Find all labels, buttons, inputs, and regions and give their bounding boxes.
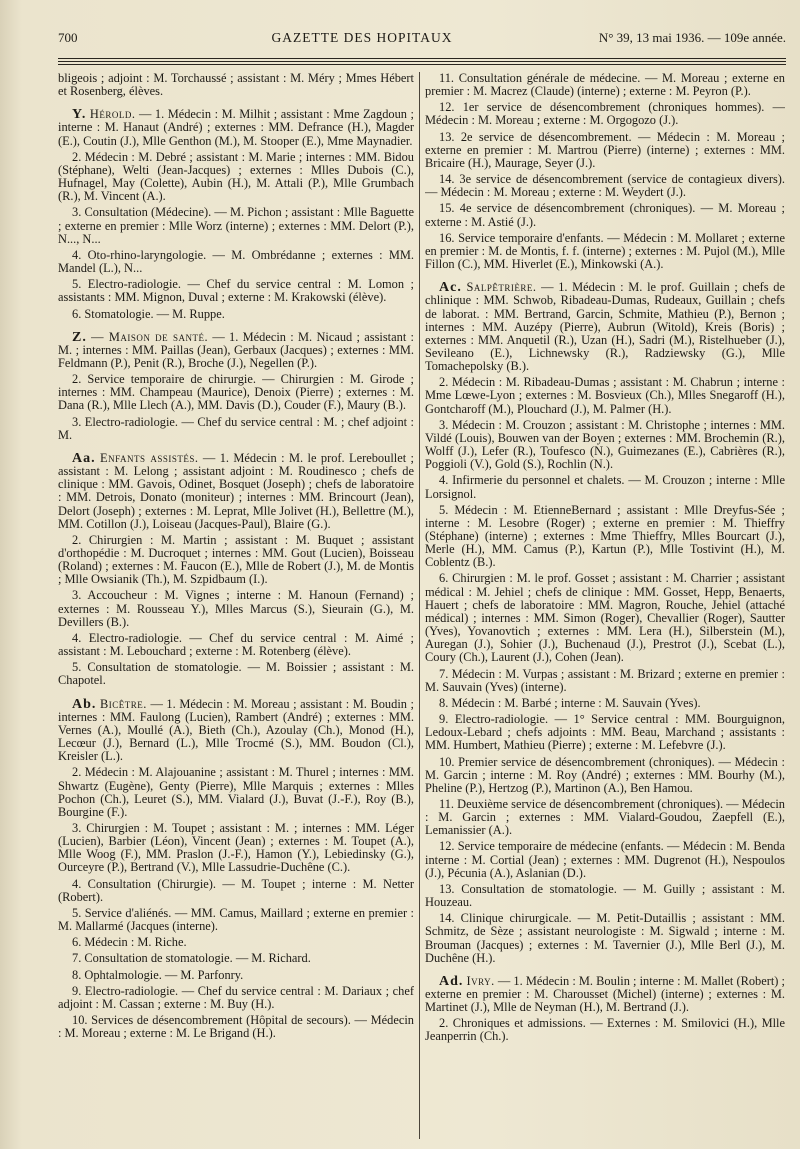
hospital-name: Enfants assistés. <box>100 450 199 465</box>
hospital-name: Bicêtre. <box>100 696 147 711</box>
header-rule <box>58 58 786 59</box>
service-paragraph <box>58 969 414 982</box>
paragraph-text: 5. Médecin : M. EtienneBernard ; assistant : Mlle Dreyfus-Sée ; interne : M. Lesobre (Roger) ; externe en premier : M. Thieffry (Stéphane) (interne) ; externes : Mme Thieffry, Mlles Bourcart (J.), Merle (H.), MM. Camus (P.), Kartun (P.), Mlle Tostivint (H.), M. Coblentz (B.). <box>425 502 785 570</box>
right-column <box>425 72 785 1141</box>
paragraph-text: 2. Service temporaire de chirurgie. — Chirurgien : M. Girode ; internes : MM. Champeau (Maurice), Denoix (Pierre) ; externes : M. Dana (R.), Mlle Llech (A.), MM. Davis (D.), Couder (F.), Maury (B.). <box>58 372 414 413</box>
service-paragraph <box>425 912 785 965</box>
service-paragraph <box>58 661 414 687</box>
service-paragraph <box>425 419 785 472</box>
paragraph-text: 12. Service temporaire de médecine (enfants. — Médecin : M. Benda interne : M. Cortial (Jean) ; externes : MM. Dugrenot (H.), Nespoulos (J.), Pécunia (A.), Aslanian (D.). <box>425 839 785 880</box>
paragraph-text: 2. Médecin : M. Debré ; assistant : M. Marie ; internes : MM. Bidou (Stéphane), Welti (Jean-Jacques) ; externes : Mlles Dubois (C.), Hufnagel, May (Colette), Aubin (H.), M. Attali (P.), Mlle Grumbach (R.), M. Vincent (A.). <box>58 149 414 204</box>
paragraph-text: 9. Electro-radiologie. — 1° Service central : MM. Bourguignon, Ledoux-Lebard ; chefs adjoints : MM. Beau, Marchand ; assistants : MM. Humbert, Mathieu (Pierre) ; externe : M. Lefebvre (J.). <box>425 712 785 753</box>
service-paragraph <box>58 589 414 628</box>
paragraph-text: 9. Electro-radiologie. — Chef du service central : M. Dariaux ; chef adjoint : M. Cassan ; externe : M. Buy (H.). <box>58 983 414 1011</box>
section-code: Z. <box>72 329 87 345</box>
section-heading-paragraph <box>58 698 414 764</box>
header-rule <box>58 61 786 62</box>
service-paragraph <box>425 376 785 415</box>
paragraph-text: 4. Oto-rhino-laryngologie. — M. Ombrédanne ; externes : MM. Mandel (L.), N... <box>58 247 414 276</box>
paragraph-text: — 1. Médecin : M. le prof. Lereboullet ; assistant : M. Lelong ; assistant adjoint : M. Roudinesco ; chefs de clinique : MM. Gavois, Odinet, Bosquet (Joseph) ; chefs de laboratoire : MM. Detrois, Donato (moniteur) ; internes : MM. Brincourt (Jean), Delort (Joseph) ; externes : M. Leprat, Mlle Jolivet (H.), Bellettre (M.), MM. Cotillon (J.), Loiseau (Jacques-Paul), Blaire (G.). <box>58 450 414 531</box>
service-paragraph <box>58 632 414 658</box>
paragraph-text: 5. Service d'aliénés. — MM. Camus, Maillard ; externe en premier : M. Mallarmé (Jacques (interne). <box>58 905 414 934</box>
paragraph-text: 3. Accoucheur : M. Vignes ; interne : M. Hanoun (Fernand) ; externes : M. Rousseau Y.), Mlles Marcus (S.), Sieurain (G.), M. Devillers (B.). <box>58 588 414 629</box>
service-paragraph <box>425 668 785 694</box>
column-divider <box>419 72 420 1139</box>
service-paragraph <box>425 572 785 664</box>
service-paragraph <box>425 232 785 271</box>
paragraph-text: bligeois ; adjoint : M. Torchaussé ; assistant : M. Méry ; Mmes Hébert et Rosenberg, élèves. <box>58 72 414 99</box>
service-paragraph <box>58 278 414 304</box>
page-number: 700 <box>58 30 78 45</box>
service-paragraph <box>425 101 785 127</box>
service-paragraph <box>58 766 414 819</box>
paragraph-text: — 1. Médecin : M. Milhit ; assistant : Mme Zagdoun ; interne : M. Hanaut (André) ; externes : MM. Defrance (H.), Magder (E.), Coutin (J.), Mlle Genthon (M.), M. Stooper (E.), Mme Maynadier. <box>58 107 414 148</box>
paragraph-text: — 1. Médecin : M. Boulin ; interne : M. Mallet (Robert) ; externe en premier : M. Charousset (Michel) (interne) ; externes : M. Martinet (J.), Mlle de Neyman (H.), M. Bertrand (J.). <box>425 973 785 1015</box>
paragraph-text: 7. Médecin : M. Vurpas ; assistant : M. Brizard ; externe en premier : M. Sauvain (Yves) (interne). <box>425 666 785 694</box>
paragraph-text: 13. 2e service de désencombrement. — Médecin : M. Moreau ; externe en premier : M. Martrou (Pierre) (interne) ; externes : MM. Bricaire (H.), Maurage, Seyer (J.). <box>425 129 785 170</box>
section-code: Ad. <box>439 973 464 989</box>
service-paragraph <box>425 1017 785 1043</box>
service-paragraph <box>425 72 785 98</box>
service-paragraph <box>58 72 414 98</box>
service-paragraph <box>425 840 785 879</box>
paragraph-text: 3. Electro-radiologie. — Chef du service central : M. ; chef adjoint : M. <box>58 414 414 442</box>
paragraph-text: 2. Médecin : M. Ribadeau-Dumas ; assistant : M. Chabrun ; interne : Mme Lœwe-Lyon ; externes : M. Bosvieux (Ch.), Mlles Snegaroff (H.), Gontcharoff (M.), Plouchard (J.), M. Palmer (H.). <box>425 375 785 416</box>
hospital-name: Hérold. <box>89 107 136 122</box>
service-paragraph <box>58 534 414 587</box>
service-paragraph <box>58 907 414 933</box>
service-paragraph <box>58 878 414 904</box>
paragraph-text: 5. Consultation de stomatologie. — M. Boissier ; assistant : M. Chapotel. <box>58 660 414 688</box>
paragraph-text: 14. 3e service de désencombrement (service de contagieux divers). — Médecin : M. Moreau ; externe : M. Weydert (J.). <box>425 172 785 200</box>
page-header <box>58 30 786 56</box>
paragraph-text: 3. Médecin : M. Crouzon ; assistant : M. Christophe ; internes : MM. Vildé (Louis), Bouwen van der Boyen ; externes : MM. Brochemin (R.), Wolff (J.), Lefer (R.), Toufesco (N.), Guimezanes (E.), Cabrières (R.), Poggioli (V.), Gold (S.), Rochlin (N.). <box>425 417 785 472</box>
paragraph-text: 6. Médecin : M. Riche. <box>72 935 187 950</box>
paragraph-text: 11. Consultation générale de médecine. — M. Moreau ; externe en premier : M. Macrez (Claude) (interne) ; externe : M. Peyron (P.). <box>425 72 785 99</box>
paragraph-text: 8. Ophtalmologie. — M. Parfonry. <box>72 967 244 982</box>
paragraph-text: 4. Infirmerie du personnel et chalets. — M. Crouzon ; interne : Mlle Lorsignol. <box>425 473 785 501</box>
service-paragraph <box>58 249 414 275</box>
paragraph-text: 8. Médecin : M. Barbé ; interne : M. Sauvain (Yves). <box>439 695 701 710</box>
service-paragraph <box>58 952 414 965</box>
header-rule <box>58 64 786 65</box>
section-code: Y. <box>72 107 87 123</box>
service-paragraph <box>425 504 785 570</box>
section-heading-paragraph <box>58 108 414 147</box>
service-paragraph <box>58 985 414 1011</box>
paragraph-text: 15. 4e service de désencombrement (chroniques). — M. Moreau ; externe : M. Astié (J.). <box>425 201 785 229</box>
service-paragraph <box>58 206 414 245</box>
service-paragraph <box>58 416 414 442</box>
paragraph-text: — 1. Médecin : M. le prof. Guillain ; chefs de chlinique : MM. Schwob, Ribadeau-Dumas, Rudeaux, Guillain ; chefs de laborat. : MM. Bertrand, Garcin, Schmite, Mathieu (P.), Bernon ; internes : MM. Auzépy (Pierre), Aubrun (Witold), Kreis (Boris) ; externes : MM. Anquetil (R.), Uzan (H.), Sadri (M.), Ristelhueber (J.), Sevileano (E.), Lichnewsky (R.), Radziewsky (G.), Mlle Tomachepolsky (B.). <box>425 280 785 374</box>
paragraph-text: 2. Chirurgien : M. Martin ; assistant : M. Buquet ; assistant d'orthopédie : M. Ducroquet ; internes : MM. Gout (Lucien), Boisseau (Roland) ; externes : M. Faucon (E.), Mlle de Robert (J.), M. de Montis ; Mlle Owsianik (Th.), M. Szpidbaum (I.). <box>58 532 414 587</box>
service-paragraph <box>58 373 414 412</box>
service-paragraph <box>425 756 785 795</box>
section-heading-paragraph <box>58 452 414 531</box>
service-paragraph <box>425 883 785 909</box>
paragraph-text: 6. Chirurgien : M. le prof. Gosset ; assistant : M. Charrier ; assistant médical : M. Jehiel ; chefs de clinique : MM. Gosset, Hepp, Benaerts, Hauert ; chefs de laboratoire : MM. Magron, Rouche, Jehiel (attaché médical) ; internes : MM. Simon (Roger), Chevallier (Roger), Sautter (Yves), Yovanovtich ; externes : MM. Lera (H.), Silberstein (M.), Auregan (J.), Sohier (J.), Buchenaud (J.), Prestrot (J.), Scebat (L.), Coury (Ch.), Laurent (J.), Cohen (Jean). <box>425 571 785 665</box>
left-column <box>58 72 414 1141</box>
paragraph-text: 7. Consultation de stomatologie. — M. Richard. <box>72 951 311 966</box>
paragraph-text: 6. Stomatologie. — M. Ruppe. <box>72 306 225 321</box>
paragraph-text: 4. Consultation (Chirurgie). — M. Toupet ; interne : M. Netter (Robert). <box>58 876 414 904</box>
paragraph-text: 11. Deuxième service de désencombrement (chroniques). — Médecin : M. Garcin ; externes : MM. Vialard-Goudou, Zaepfell (E.), Lemanissier (A.). <box>425 796 785 838</box>
service-paragraph <box>425 131 785 170</box>
paragraph-text: 2. Chroniques et admissions. — Externes : M. Smilovici (H.), Mlle Jeanperrin (Ch.). <box>425 1016 785 1044</box>
service-paragraph <box>425 474 785 500</box>
section-heading-paragraph <box>425 281 785 373</box>
section-heading-paragraph <box>425 975 785 1014</box>
service-paragraph <box>425 697 785 710</box>
service-paragraph <box>425 713 785 752</box>
section-code: Ac. <box>439 280 462 296</box>
service-paragraph <box>58 822 414 875</box>
issue-info: N° 39, 13 mai 1936. — 109e année. <box>598 30 786 45</box>
service-paragraph <box>425 202 785 228</box>
service-paragraph <box>58 151 414 204</box>
paragraph-text: 3. Consultation (Médecine). — M. Pichon ; assistant : Mlle Baguette ; externe en premier : Mlle Worz (interne) ; externes : MM. Delort (P.), N..., N... <box>58 205 414 246</box>
paragraph-text: 5. Electro-radiologie. — Chef du service central : M. Lomon ; assistants : MM. Mignon, Duval ; externe : M. Krakowski (élève). <box>58 277 414 305</box>
service-paragraph <box>425 798 785 837</box>
service-paragraph <box>425 173 785 199</box>
paragraph-text: 4. Electro-radiologie. — Chef du service central : M. Aimé ; assistant : M. Lebouchard ; externe : M. Rotenberg (élève). <box>58 630 414 659</box>
service-paragraph <box>58 1014 414 1040</box>
service-paragraph <box>58 936 414 949</box>
paragraph-text: 10. Premier service de désencombrement (chroniques). — Médecin : M. Garcin ; interne : M. Roy (André) ; externes : MM. Bourhy (M.), Pheline (P.), Hertzog (P.), Martinon (A.), Ben Hamou. <box>425 754 785 795</box>
paragraph-text: 12. 1er service de désencombrement (chroniques hommes). — Médecin : M. Moreau ; externe : M. Orgogozo (J.). <box>425 100 785 128</box>
section-heading-paragraph <box>58 331 414 370</box>
hospital-name: Ivry. <box>466 973 495 988</box>
section-code: Aa. <box>72 450 96 466</box>
hospital-name: Salpêtrière. <box>466 280 537 295</box>
paragraph-text: 10. Services de désencombrement (Hôpital de secours). — Médecin : M. Moreau ; externe : M. Le Brigand (H.). <box>58 1013 414 1041</box>
section-code: Ab. <box>72 696 97 712</box>
paragraph-text: 13. Consultation de stomatologie. — M. Guilly ; assistant : M. Houzeau. <box>425 881 785 910</box>
paragraph-text: 14. Clinique chirurgicale. — M. Petit-Dutaillis ; assistant : MM. Schmitz, de Sèze ; assistant neurologiste : M. Sigwald ; interne : M. Brouman (Jacques) ; externes : M. Tavernier (J.), Mlle Berl (J.), M. Duchêne (H.). <box>425 911 785 965</box>
paragraph-text: 3. Chirurgien : M. Toupet ; assistant : M. ; internes : MM. Léger (Lucien), Barbier (Léon), Vincent (Jean) ; externes : M. Toupet (A.), Mlle Woog (F.), MM. Praslon (J.-F.), Hamon (Y.), Lebiedinsky (G.), Ourceyre (P.), Bertrand (V.), Mlle Lassudrie-Duchêne (C.). <box>58 820 414 875</box>
paragraph-text: 16. Service temporaire d'enfants. — Médecin : M. Mollaret ; externe en premier : M. de Montis, f. f. (interne) ; externes : M. Pujol (M.), Mlle Fillon (C.), MM. Hiverlet (E.), Minkowski (A.). <box>425 230 785 272</box>
journal-title: GAZETTE DES HOPITAUX <box>271 30 453 45</box>
service-paragraph <box>58 308 414 321</box>
hospital-name: — Maison de santé. <box>91 329 209 344</box>
paragraph-text: 2. Médecin : M. Alajouanine ; assistant : M. Thurel ; internes : MM. Shwartz (Eugène), Genty (Pierre), Mlle Marquis ; externes : Mlles Pochon (Ch.), Leuret (S.), MM. Vialard (J.), Buvat (J.-F.), Roy (B.), Bourgine (F.). <box>58 765 414 819</box>
paragraph-text: — 1. Médecin : M. Nicaud ; assistant : M. ; internes : MM. Paillas (Jean), Gerbaux (Jacques) ; externes : MM. Feldmann (P.), Penit (R.), Broche (J.), Negellen (P.). <box>58 329 414 370</box>
paragraph-text: — 1. Médecin : M. Moreau ; assistant : M. Boudin ; internes : MM. Faulong (Lucien), Rambert (André) ; externes : MM. Vernes (A.), Moullé (A.), Bieth (Ch.), Azoulay (Ch.), Monod (H.), Lecœur (J.), Bernard (L.), Mlle Trocmé (S.), MM. Boudon (Cl.), Kreisler (L.). <box>58 696 414 764</box>
